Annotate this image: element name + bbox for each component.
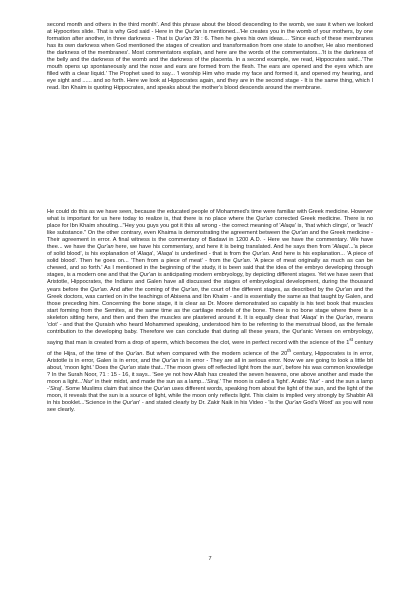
text-run: . 'A piece of meat originally as much as can be chewed, and so forth.' As I mentioned in the beginning of the study, it is been said that the idea of the embryo developing through stages, is a modern one and that the xyxy=(47,258,373,279)
italic-term: Qur'an xyxy=(90,286,107,293)
text-run: is anticipating modern embryology, by depicting different stages. Yet we have seen that Aristotle, Hippocrates, the Indians and Galen have all discussed the stages of embryological development, during the thousand years before the xyxy=(47,272,373,293)
italic-term: Qur'an xyxy=(184,29,202,36)
italic-term: Qur'an xyxy=(174,36,192,43)
text-run: and the Greek medicine - Their agreement in error. A final witness is the commentary of Badawi in 1200 A.D. - Here we have the commentary. We have thee... we have the xyxy=(47,230,373,251)
italic-term: Qur'an xyxy=(96,244,114,251)
italic-term: Alaqa xyxy=(137,251,153,258)
italic-term: Qur'an xyxy=(125,350,143,357)
italic-term: Siraj xyxy=(49,385,62,392)
italic-term: Qur'an xyxy=(139,272,157,279)
text-run: state that...'The moon gives off reflected light from the sun', before his was common knowledge ? In the Surah Noor, 71 : 15 - 16, it says.. 'See ye not how Allah has created the seven heavens, one above another and made the moon a light...' xyxy=(47,364,374,385)
text-run: He could do this as we have seen, because the educated people of Mohammed's time were familiar with Greek medicine. However what is important for us here today to realize is, that there is no place where the xyxy=(47,209,373,223)
text-run: God's Word' as you will now see clearly. xyxy=(47,399,373,413)
italic-term: Qur'an xyxy=(291,230,308,237)
italic-term: Qur'an xyxy=(233,258,250,265)
italic-term: Qur'an xyxy=(252,251,269,258)
italic-term: Alaqa xyxy=(157,251,173,258)
paragraph-embryology-darkness xyxy=(47,22,373,92)
italic-term: Alaqa xyxy=(302,314,317,321)
text-run: ' is, 'that which clings', or 'leach' like substance." On the other contrary, even Khaima is demonstrating the agreement between the xyxy=(47,223,374,237)
italic-term: Qur'an xyxy=(119,364,136,371)
text-run: . And after the coming of the xyxy=(106,286,182,293)
text-run: '. Some Muslims claim that since the xyxy=(61,385,154,392)
italic-term: Qur'an xyxy=(335,286,352,293)
text-run: second month and others in the third month'. And this phrase about the blood descending to the womb, we saw it when we looked at Hypocrites slide. That is why God said - Here in the xyxy=(47,22,373,36)
italic-term: Qur'an xyxy=(284,399,302,406)
text-run: , means 'clot' - and that the Quraish who heard Mohammed speaking, understood him to be referring to the menstrual blood, as the female contribution to the developing baby. Therefore we can conclude that during all these years, the Qur'anic Verses on embryology, saying that man is created from a drop of sperm, which becomes the clot, were in perfect record with the science of the 1 xyxy=(47,314,373,346)
page-number: 7 xyxy=(208,556,212,562)
text-run: ' in the xyxy=(316,314,336,321)
paragraph-greek-medicine-moonlight xyxy=(47,209,373,414)
text-run: '...'a piece of solid blood', is his explanation of ' xyxy=(47,244,373,258)
text-run: . And here is his explanation... 'A piece of solid blood'. Then he goes on... 'Then from a piece of meat' - from the xyxy=(47,251,373,265)
italic-term: Qur'an xyxy=(161,357,179,364)
text-run: century, Hippocrates is in error, Aristotle is in error, Galen is in error, and the xyxy=(47,350,373,364)
text-run: is mentioned...'He creates you in the womb of your mothers, by one formation after another, in three darkness - That is xyxy=(47,29,374,43)
text-run: ' - and stated clearly by Dr. Zakir Naik in his Video - 'Is the xyxy=(139,399,285,406)
text-run: here, we have his commentary, and here it is being translated. And he says then from ' xyxy=(113,244,334,251)
text-run: 39 : 6. Then he gives his own ideas.... 'Since each of these membranes has its own darkness when God mentioned the stages of creation and transformation from one state to another, He also mentioned the darkness of the membranes'. Most commentators explain, and here are the words of the commentators...'It is the darkness of the belly and the darkness of the womb and the darkness of the placenta. In a second example, we read, Hippocrates said...'The mouth opens up spontaneously and the nose and ears are formed from the flesh. The ears are opened and the eyes which are filled with a clear liquid.' The Prophet used to say... 'I worship Him who made my face and formed it, and opened my hearing, and eye sight and ...... and so forth. Here we look at Hippocrates again, and they are in the second stage - It is the same thing, which I read. Ibn Khaim is quoting Hippocrates, and speaks about the mother's blood descends around the membrane. xyxy=(47,36,374,92)
text-run: uses different words, speaking from about the light of the sun, and the light of the moon, it reveals that the sun is a source of light, while the moon only reflects light. This claim is implied very strongly by Shabbir Ali in his booklet...'Science in the xyxy=(47,385,373,406)
text-run: , the court of the different stages, as described by the xyxy=(197,286,336,293)
ordinal-suffix: th xyxy=(287,347,292,353)
italic-term: Qur'an xyxy=(256,216,273,223)
text-run: and the Greek doctors, was carried on in the teachings of Abisena and Ibn Khaim - and is essentially the same as that taught by Galen, and those preceding him. Concerning the bone stage, it is clear as Dr. Moore demonstrated so capably is his text book that muscles start forming from the Semites, at the same time as the cartilage models of the bone. There is no bone stage where there is a skeleton sitting here, and then and then the muscles are plastered around it. It is equally clear that ' xyxy=(47,286,374,321)
text-run: ', ' xyxy=(152,251,158,258)
text-run: . But when compared with the modern science of the 20 xyxy=(142,350,288,357)
text-run: .' The moon is called a 'light'. Arabic ' xyxy=(218,378,310,385)
ordinal-suffix: st xyxy=(349,336,353,342)
italic-term: Alaqa xyxy=(333,244,348,251)
italic-term: Alaqa xyxy=(280,223,295,230)
italic-term: Qur'an xyxy=(122,399,140,406)
text-run: corrected Greek medicine. There is no place for Ibn Khaim shouting..."Hey you guys you got it this all wrong - the correct meaning of ' xyxy=(47,216,374,230)
italic-term: Qur'an xyxy=(181,286,198,293)
text-run: century of the Hijra, of the time of the xyxy=(47,339,373,357)
text-run: is in error - They are all in serious error. Now we are going to look a little bit about, 'moon light.' Does the xyxy=(47,357,374,371)
text-run: ' - and the sun a lamp -' xyxy=(47,378,373,392)
italic-term: Siraj xyxy=(207,378,219,385)
text-run: ' in their midst, and made the sun as a lamp...' xyxy=(92,378,208,385)
italic-term: Qur'an xyxy=(153,385,171,392)
text-run: ' is underlined - that is from the xyxy=(172,251,253,258)
italic-term: Nur xyxy=(83,378,93,385)
italic-term: Nur xyxy=(309,378,319,385)
italic-term: Qur'an xyxy=(335,314,353,321)
